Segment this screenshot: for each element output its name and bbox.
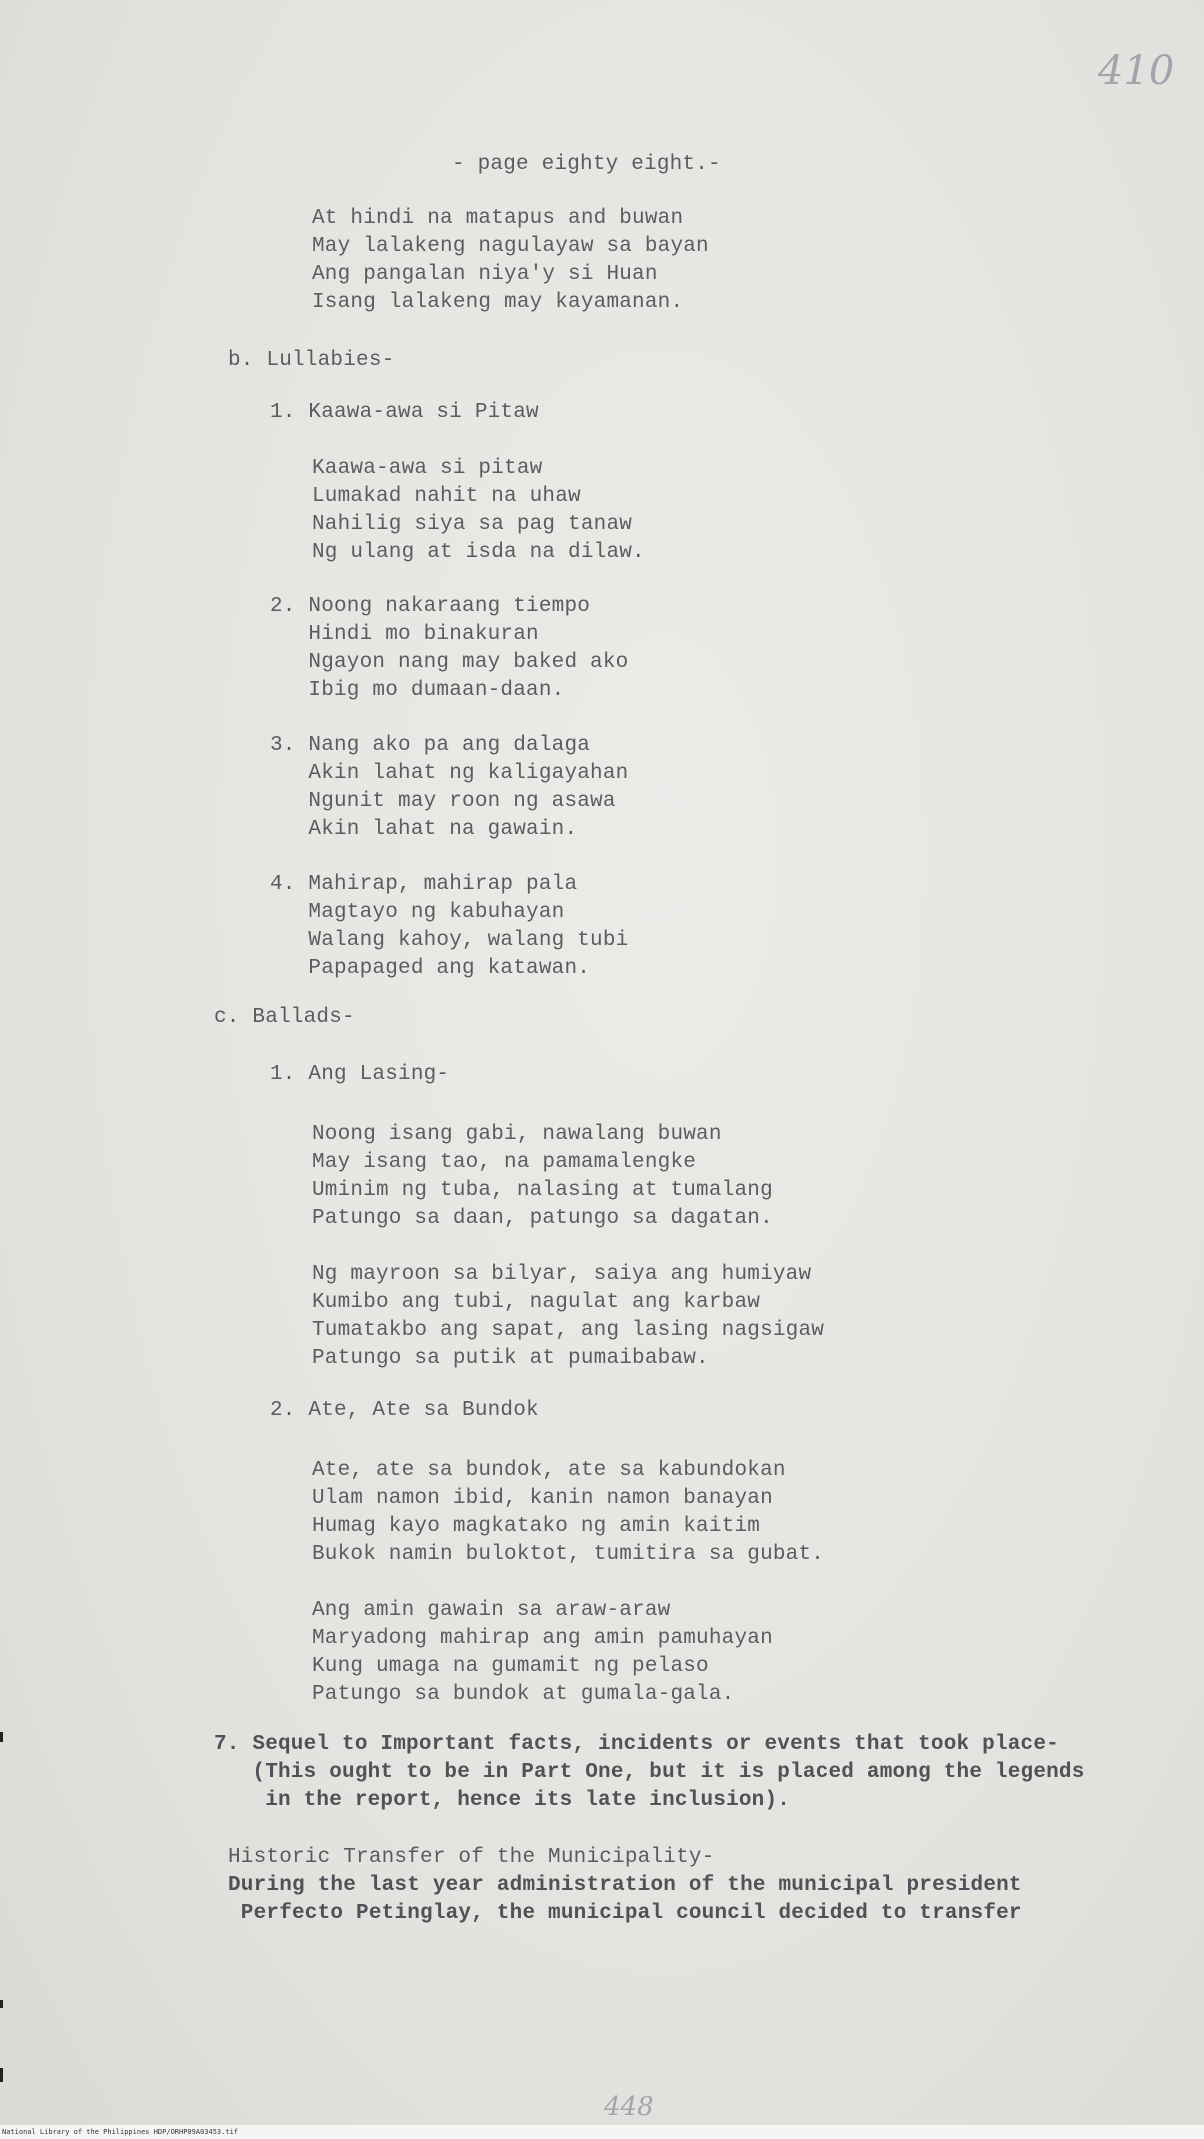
verse-line: Kaawa-awa si pitaw	[312, 457, 543, 480]
verse-line: Ang amin gawain sa araw-araw	[312, 1599, 671, 1622]
edge-mark	[0, 2068, 3, 2082]
sequel-paragraph-line: 7. Sequel to Important facts, incidents or events that took place-	[214, 1733, 1059, 1756]
verse-line: Kung umaga na gumamit ng pelaso	[312, 1655, 709, 1678]
verse-line: Ulam namon ibid, kanin namon banayan	[312, 1487, 773, 1510]
verse-line: Papapaged ang katawan.	[270, 957, 591, 980]
verse-line: Ng mayroon sa bilyar, saiya ang humiyaw	[312, 1263, 812, 1286]
verse-line: May isang tao, na pamamalengke	[312, 1151, 697, 1174]
song-title: 2. Ate, Ate sa Bundok	[270, 1399, 539, 1422]
sequel-paragraph-line: in the report, hence its late inclusion).	[214, 1789, 791, 1812]
verse-line: Ang pangalan niya'y si Huan	[312, 263, 658, 286]
section-heading-lullabies: b. Lullabies-	[228, 349, 395, 372]
historic-paragraph-line: Perfecto Petinglay, the municipal council decided to transfer	[228, 1902, 1022, 1925]
verse-line: Magtayo ng kabuhayan	[270, 901, 565, 924]
verse-line: Bukok namin buloktot, tumitira sa gubat.	[312, 1543, 825, 1566]
scan-footer: National Library of the Philippines HDP/ORHP09A03453.tif	[0, 2125, 1204, 2139]
verse-line: Humag kayo magkatako ng amin kaitim	[312, 1515, 761, 1538]
verse-line: Isang lalakeng may kayamanan.	[312, 291, 684, 314]
verse-line: Ibig mo dumaan-daan.	[270, 679, 565, 702]
verse-line: Noong isang gabi, nawalang buwan	[312, 1123, 722, 1146]
verse-line: Ate, ate sa bundok, ate sa kabundokan	[312, 1459, 786, 1482]
sequel-paragraph-line: (This ought to be in Part One, but it is placed among the legends	[214, 1761, 1085, 1784]
edge-mark	[0, 1732, 3, 1742]
verse-line: Maryadong mahirap ang amin pamuhayan	[312, 1627, 773, 1650]
verse-line: May lalakeng nagulayaw sa bayan	[312, 235, 709, 258]
verse-line: Patungo sa bundok at gumala-gala.	[312, 1683, 735, 1706]
verse-line: Patungo sa putik at pumaibabaw.	[312, 1347, 709, 1370]
verse-line: Lumakad nahit na uhaw	[312, 485, 581, 508]
edge-mark	[0, 2000, 3, 2008]
verse-line: Walang kahoy, walang tubi	[270, 929, 629, 952]
verse-line: At hindi na matapus and buwan	[312, 207, 684, 230]
verse-line: Ngunit may roon ng asawa	[270, 790, 616, 813]
verse-line: Akin lahat ng kaligayahan	[270, 762, 629, 785]
verse-line: Ngayon nang may baked ako	[270, 651, 629, 674]
song-title: 1. Kaawa-awa si Pitaw	[270, 401, 539, 424]
song-title: 1. Ang Lasing-	[270, 1063, 450, 1086]
verse-line: Ng ulang at isda na dilaw.	[312, 541, 645, 564]
page-label: - page eighty eight.-	[452, 153, 721, 176]
handwritten-page-number: 410	[1098, 48, 1175, 94]
section-heading-ballads: c. Ballads-	[214, 1006, 355, 1029]
handwritten-bottom-number: 448	[604, 2092, 654, 2122]
verse-line: Patungo sa daan, patungo sa dagatan.	[312, 1207, 773, 1230]
verse-line: 4. Mahirap, mahirap pala	[270, 873, 578, 896]
verse-line: Nahilig siya sa pag tanaw	[312, 513, 633, 536]
verse-line: Akin lahat na gawain.	[270, 818, 578, 841]
verse-line: Hindi mo binakuran	[270, 623, 539, 646]
verse-line: Uminim ng tuba, nalasing at tumalang	[312, 1179, 773, 1202]
historic-paragraph-line: During the last year administration of the municipal president	[228, 1874, 1022, 1897]
historic-heading: Historic Transfer of the Municipality-	[228, 1846, 715, 1869]
verse-line: Tumatakbo ang sapat, ang lasing nagsigaw	[312, 1319, 825, 1342]
verse-line: 2. Noong nakaraang tiempo	[270, 595, 591, 618]
verse-line: 3. Nang ako pa ang dalaga	[270, 734, 591, 757]
verse-line: Kumibo ang tubi, nagulat ang karbaw	[312, 1291, 761, 1314]
